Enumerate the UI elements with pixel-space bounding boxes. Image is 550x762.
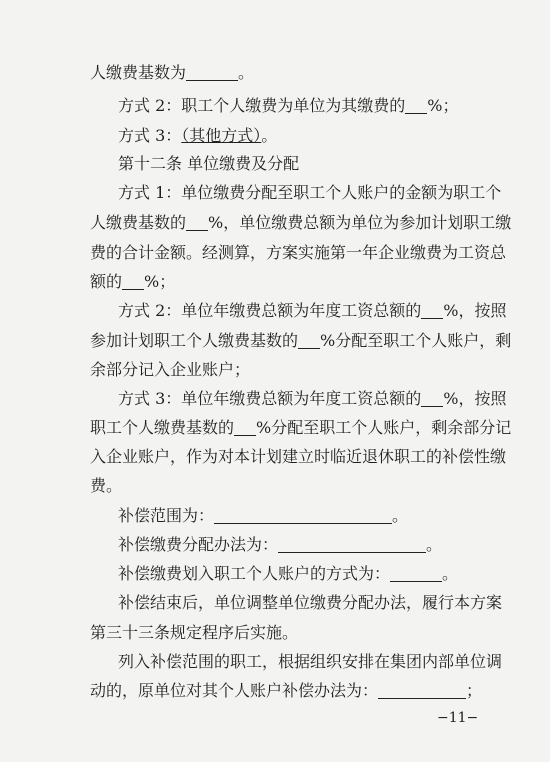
text-line [0,63,550,83]
text-line [0,564,550,584]
text-line [0,272,550,292]
text-line [0,681,550,701]
fill-in-blank [234,419,256,436]
text-line [0,96,550,116]
text-segment: 第十二条 单位缴费及分配 [118,154,300,173]
text-segment: %，按照 [443,301,507,320]
text-segment: 方式 1：单位缴费分配至职工个人账户的金额为职工个 [118,183,502,202]
text-segment: 补偿结束后，单位调整单位缴费分配办法，履行本方案 [118,593,503,612]
text-segment: 人缴费基数的 [90,213,187,232]
fill-in-blank [122,273,144,290]
fill-in-blank [214,507,392,524]
text-segment: 第三十三条规定程序后实施。 [90,623,299,642]
text-segment: %，按照 [443,389,507,408]
text-segment: 列入补偿范围的职工，根据组织安排在集团内部单位调 [118,652,503,671]
text-segment: %； [427,96,459,115]
fill-in-blank [378,682,466,699]
text-segment: 。 [442,564,459,583]
text-line [0,535,550,555]
text-segment: %，单位缴费总额为单位为参加计划职工缴 [208,213,512,232]
text-segment: %； [144,272,176,291]
text-segment: 费的合计金额。经测算，方案实施第一年企业缴费为工资总 [90,243,507,262]
fill-in-blank [421,390,443,407]
text-line [0,418,550,438]
text-line [0,623,550,643]
fill-in-blank [186,64,238,81]
text-segment: 补偿缴费分配办法为： [118,535,279,554]
text-line [0,652,550,672]
fill-in-blank [298,332,320,349]
fill-in-blank [186,214,208,231]
text-segment: 额的 [90,272,123,291]
underlined-text: （其他方式） [181,126,262,145]
text-segment: 补偿缴费划入职工个人账户的方式为： [118,564,391,583]
text-segment: 职工个人缴费基数的 [90,418,235,437]
text-line [0,506,550,526]
fill-in-blank [278,536,426,553]
text-line [0,183,550,203]
text-segment: 参加计划职工个人缴费基数的 [90,331,299,350]
text-line [0,126,550,146]
text-line [0,389,550,409]
fill-in-blank [405,97,427,114]
text-segment: 人缴费基数为 [90,63,187,82]
text-line [0,213,550,233]
text-segment: 。 [238,63,255,82]
text-line [0,447,550,467]
text-segment: 。 [426,535,443,554]
text-segment: 费。 [90,476,123,495]
text-segment: 入企业账户，作为对本计划建立时临近退休职工的补偿性缴 [90,447,507,466]
text-line [0,360,550,380]
text-line [0,301,550,321]
text-line [0,593,550,613]
text-line [0,476,550,496]
text-segment: 方式 2：单位年缴费总额为年度工资总额的 [118,301,422,320]
text-segment: ； [466,681,483,700]
text-segment: 方式 3：单位年缴费总额为年度工资总额的 [118,389,422,408]
text-segment: %分配至职工个人账户，剩余部分记 [256,418,512,437]
text-segment: 补偿范围为： [118,506,215,525]
text-line [0,331,550,351]
fill-in-blank [390,565,442,582]
page-number: −11− [437,710,479,726]
text-segment: 。 [392,506,409,525]
text-segment: 方式 2：职工个人缴费为单位为其缴费的 [118,96,406,115]
text-line [0,243,550,263]
text-segment: %分配至职工个人账户，剩 [320,331,512,350]
text-segment: 余部分记入企业账户； [90,360,251,379]
text-segment: 方式 3： [118,126,182,145]
text-segment: 动的，原单位对其个人账户补偿办法为： [90,681,379,700]
text-segment: 。 [261,126,278,145]
article-heading [0,154,550,174]
fill-in-blank [421,302,443,319]
